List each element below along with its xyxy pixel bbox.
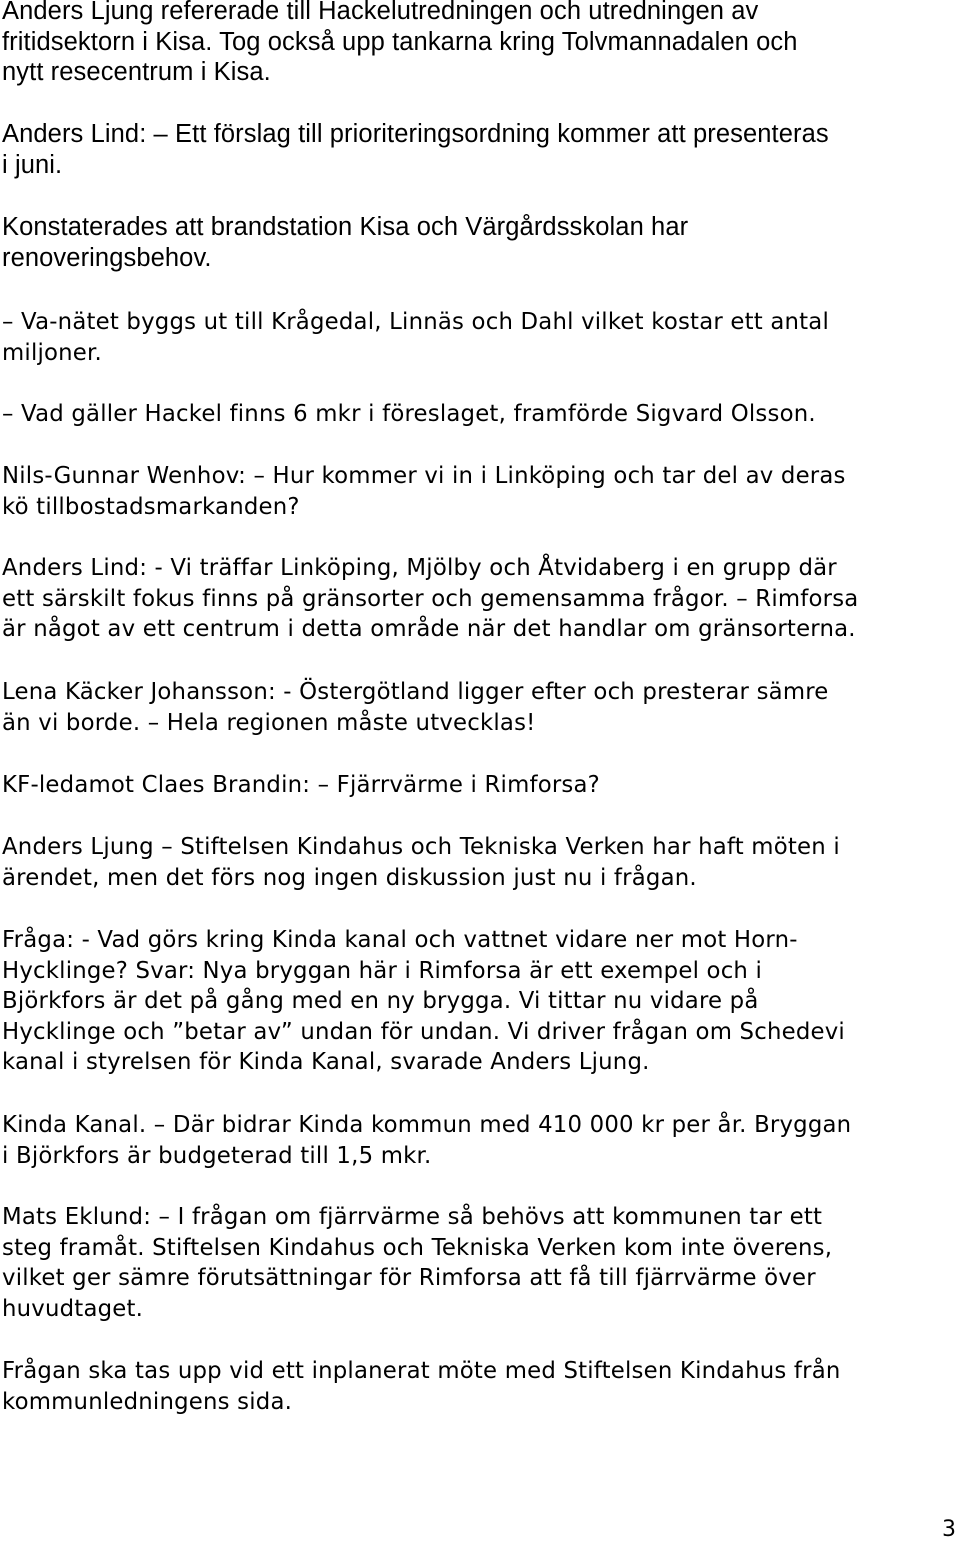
text-line: kanal i styrelsen för Kinda Kanal, svarade Anders Ljung. (2, 1049, 650, 1075)
text-line: huvudtaget. (2, 1295, 144, 1322)
text-line: nytt resecentrum i Kisa. (2, 58, 271, 86)
paragraph-kinda-canal-funding (2, 1110, 952, 1171)
text-line: Kinda Kanal. – Där bidrar Kinda kommun med 410 000 kr per år. Bryggan (2, 1112, 852, 1138)
text-line: Anders Lind: – Ett förslag till prioriteringsordning kommer att presenteras (2, 120, 829, 148)
paragraph-planned-meeting (2, 1356, 952, 1417)
text-line: kommunledningens sida. (2, 1388, 293, 1415)
paragraph-brandin-question (2, 770, 952, 801)
text-line: KF-ledamot Claes Brandin: – Fjärrvärme i Rimforsa? (2, 772, 600, 798)
text-line: Anders Ljung refererade till Hackelutredningen och utredningen av (2, 0, 759, 25)
text-line: kö tillbostadsmarkanden? (2, 493, 300, 520)
text-line: Nils-Gunnar Wenhov: – Hur kommer vi in i Linköping och tar del av deras (2, 463, 846, 489)
text-line: i Björkfors är budgeterad till 1,5 mkr. (2, 1142, 432, 1169)
text-line: Fråga: - Vad görs kring Kinda kanal och vattnet vidare ner mot Horn- (2, 927, 798, 953)
text-line: Lena Käcker Johansson: - Östergötland ligger efter och presterar sämre (2, 679, 829, 705)
paragraph-water-network (2, 307, 952, 368)
paragraph-eklund-comment (2, 1202, 952, 1324)
text-line: än vi borde. – Hela regionen måste utvecklas! (2, 709, 536, 736)
paragraph-hackel-report (2, 0, 952, 88)
paragraph-lind-answer (2, 553, 952, 645)
text-line: Anders Ljung – Stiftelsen Kindahus och Tekniska Verken har haft möten i (2, 834, 840, 860)
text-line: Frågan ska tas upp vid ett inplanerat möte med Stiftelsen Kindahus från (2, 1358, 841, 1384)
text-line: – Va-nätet byggs ut till Krågedal, Linnäs och Dahl vilket kostar ett antal (2, 309, 829, 335)
text-line: miljoner. (2, 339, 102, 366)
text-line: steg framåt. Stiftelsen Kindahus och Tekniska Verken kom inte överens, (2, 1234, 833, 1261)
paragraph-johansson-comment (2, 677, 952, 738)
text-line: är något av ett centrum i detta område när det handlar om gränsorterna. (2, 616, 856, 642)
paragraph-renovation-needs (2, 212, 952, 273)
text-line: renoveringsbehov. (2, 243, 212, 272)
text-line: Hycklinge? Svar: Nya bryggan här i Rimforsa är ett exempel och i (2, 957, 763, 984)
text-line: Björkfors är det på gång med en ny brygga. Vi tittar nu vidare på (2, 988, 759, 1014)
text-line: fritidsektorn i Kisa. Tog också upp tankarna kring Tolvmannadalen och (2, 27, 798, 56)
text-line: Anders Lind: - Vi träffar Linköping, Mjölby och Åtvidaberg i en grupp där (2, 555, 837, 581)
paragraph-wenhov-question (2, 461, 952, 522)
text-line: Konstaterades att brandstation Kisa och Värgårdsskolan har (2, 213, 689, 241)
page-number: 3 (942, 1517, 956, 1542)
text-line: ärendet, men det förs nog ingen diskussion just nu i frågan. (2, 864, 697, 891)
paragraph-ljung-district-heating (2, 832, 952, 893)
text-line: vilket ger sämre förutsättningar för Rimforsa att få till fjärrvärme över (2, 1265, 816, 1291)
text-line: Hycklinge och ”betar av” undan för undan. Vi driver frågan om Schedevi (2, 1018, 845, 1045)
paragraph-kinda-canal-question (2, 925, 952, 1078)
text-line: i juni. (2, 150, 63, 179)
text-line: Mats Eklund: – I frågan om fjärrvärme så behövs att kommunen tar ett (2, 1204, 823, 1230)
paragraph-hackel-funding (2, 399, 952, 430)
text-line: – Vad gäller Hackel finns 6 mkr i föreslaget, framförde Sigvard Olsson. (2, 401, 816, 427)
text-line: ett särskilt fokus finns på gränsorter och gemensamma frågor. – Rimforsa (2, 585, 859, 612)
paragraph-prioritization-order (2, 119, 952, 180)
